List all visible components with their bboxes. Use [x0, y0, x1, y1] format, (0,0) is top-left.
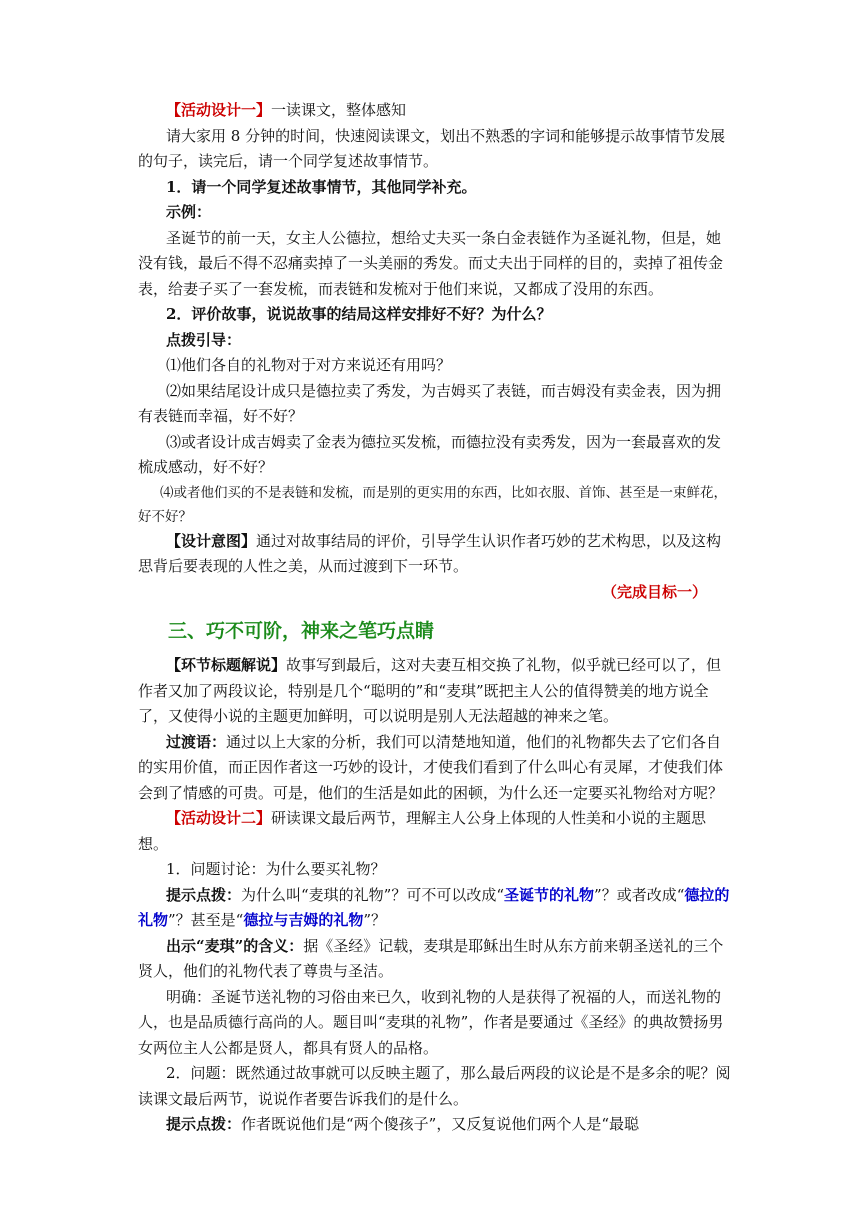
- hint-2-text: 作者既说他们是“两个傻孩子”，又反复说他们两个人是“最聪: [241, 1115, 640, 1133]
- section-explanation-text: 故事写到最后，这对夫妻互相交换了礼物，似乎就已经可以了，但作者又加了两段议论，特别是几个“聪明的”和“麦琪”既把主人公的值得赞美的地方说全了，又使得小说的主题更加鲜明，可以说明是别人无法超越的神来之笔。: [138, 656, 722, 725]
- activity-2-line: [138, 806, 733, 857]
- guide-item-2: ⑵如果结尾设计成只是德拉卖了秀发，为吉姆买了表链，而吉姆没有卖金表，因为拥有表链而幸福，好不好？: [138, 381, 722, 425]
- transition-label: 过渡语：: [166, 732, 227, 751]
- activity-1-title: 一读课文，整体感知: [271, 101, 407, 119]
- magi-meaning-text: 据《圣经》记载，麦琪是耶稣出生时从东方前来朝圣送礼的三个贤人，他们的礼物代表了尊贵与圣洁。: [138, 936, 724, 980]
- section-3-heading: 三、巧不可阶，神来之笔巧点睛: [168, 620, 435, 642]
- activity-1-intro: 请大家用 8 分钟的时间，快速阅读课文，划出不熟悉的字词和能够提示故事情节发展的句子，读完后，请一个同学复述故事情节。: [138, 126, 726, 170]
- hint-2: [138, 1112, 733, 1138]
- document-body: [138, 98, 733, 1138]
- activity-2-question-2: 2．问题：既然通过故事就可以反映主题了，那么最后两段的议论是不是多余的呢？阅读课文最后两节，说说作者要告诉我们的是什么。: [138, 1064, 731, 1108]
- activity-2-title: 研读课文最后两节，理解主人公身上体现的人性美和小说的主题思想。: [138, 809, 707, 853]
- activity-1-question-2: 2．评价故事，说说故事的结局这样安排好不好？为什么？: [166, 305, 552, 323]
- hint-1-option-christmas: 圣诞节的礼物: [504, 885, 595, 904]
- design-intent: [138, 529, 733, 580]
- design-intent-label: 【设计意图】: [166, 531, 257, 550]
- activity-1-line: [138, 98, 733, 124]
- example-text: 圣诞节的前一天，女主人公德拉，想给丈夫买一条白金表链作为圣诞礼物，但是，她没有钱，最后不得不忍痛卖掉了一头美丽的秀发。而丈夫出于同样的目的，卖掉了祖传金表，给妻子买了一套发梳，而表链和发梳对于他们来说，又都成了没用的东西。: [138, 228, 724, 298]
- transition: [138, 730, 733, 807]
- guide-label: 点拨引导：: [166, 330, 242, 349]
- guide-item-4: ⑷或者他们买的不是表链和发梳，而是别的更实用的东西，比如衣服、首饰、甚至是一束鲜花，好不好？: [138, 484, 727, 525]
- hint-1-text-g: ”？: [363, 911, 387, 929]
- clarification: 明确：圣诞节送礼物的习俗由来已久，收到礼物的人是获得了祝福的人，而送礼物的人，也是品质德行高尚的人。题目叫“麦琪的礼物”，作者是要通过《圣经》的典故赞扬男女两位主人公都是贤人，都具有贤人的品格。: [138, 987, 724, 1057]
- hint-1-label: 提示点拨：: [166, 885, 242, 904]
- transition-text: 通过以上大家的分析，我们可以清楚地知道，他们的礼物都失去了它们各自的实用价值，而正因作者这一巧妙的设计，才使我们看到了什么叫心有灵犀，才使我们体会到了情感的可贵。可是，他们的生活是如此的困顿，为什么还一定要买礼物给对方呢？: [138, 732, 724, 802]
- design-intent-text: 通过对故事结局的评价，引导学生认识作者巧妙的艺术构思，以及这构思背后要表现的人性之美，从而过渡到下一环节。: [138, 531, 722, 575]
- activity-1-tag: 【活动设计一】: [166, 101, 272, 119]
- magi-meaning-label: 出示“麦琪”的含义：: [166, 936, 304, 955]
- goal-note: （完成目标一）: [601, 582, 707, 601]
- activity-1-question-1: 1．请一个同学复述故事情节，其他同学补充。: [166, 177, 477, 196]
- section-explanation: [138, 653, 733, 730]
- activity-2-tag: 【活动设计二】: [166, 809, 272, 827]
- hint-1-option-della-jim: 德拉与吉姆的礼物: [243, 911, 364, 929]
- hint-2-label: 提示点拨：: [166, 1115, 242, 1133]
- hint-1-text-a: 为什么叫“麦琪的礼物”？可不可以改成“: [241, 885, 505, 904]
- example-label: 示例：: [166, 203, 212, 221]
- hint-1-text-c: ”？或者改成“: [594, 885, 685, 904]
- section-explanation-label: 【环节标题解说】: [166, 656, 287, 674]
- guide-item-1: ⑴他们各自的礼物对于对方来说还有用吗？: [166, 356, 452, 374]
- hint-1: [138, 883, 733, 934]
- hint-1-option-della: 德拉的礼物: [138, 885, 730, 929]
- magi-meaning: [138, 934, 733, 985]
- activity-2-question-1: 1．问题讨论：为什么要买礼物？: [166, 860, 386, 878]
- guide-item-3: ⑶或者设计成吉姆卖了金表为德拉买发梳，而德拉没有卖秀发，因为一套最喜欢的发梳成感动，好不好？: [138, 432, 722, 476]
- hint-1-text-e: ”？甚至是“: [168, 911, 244, 929]
